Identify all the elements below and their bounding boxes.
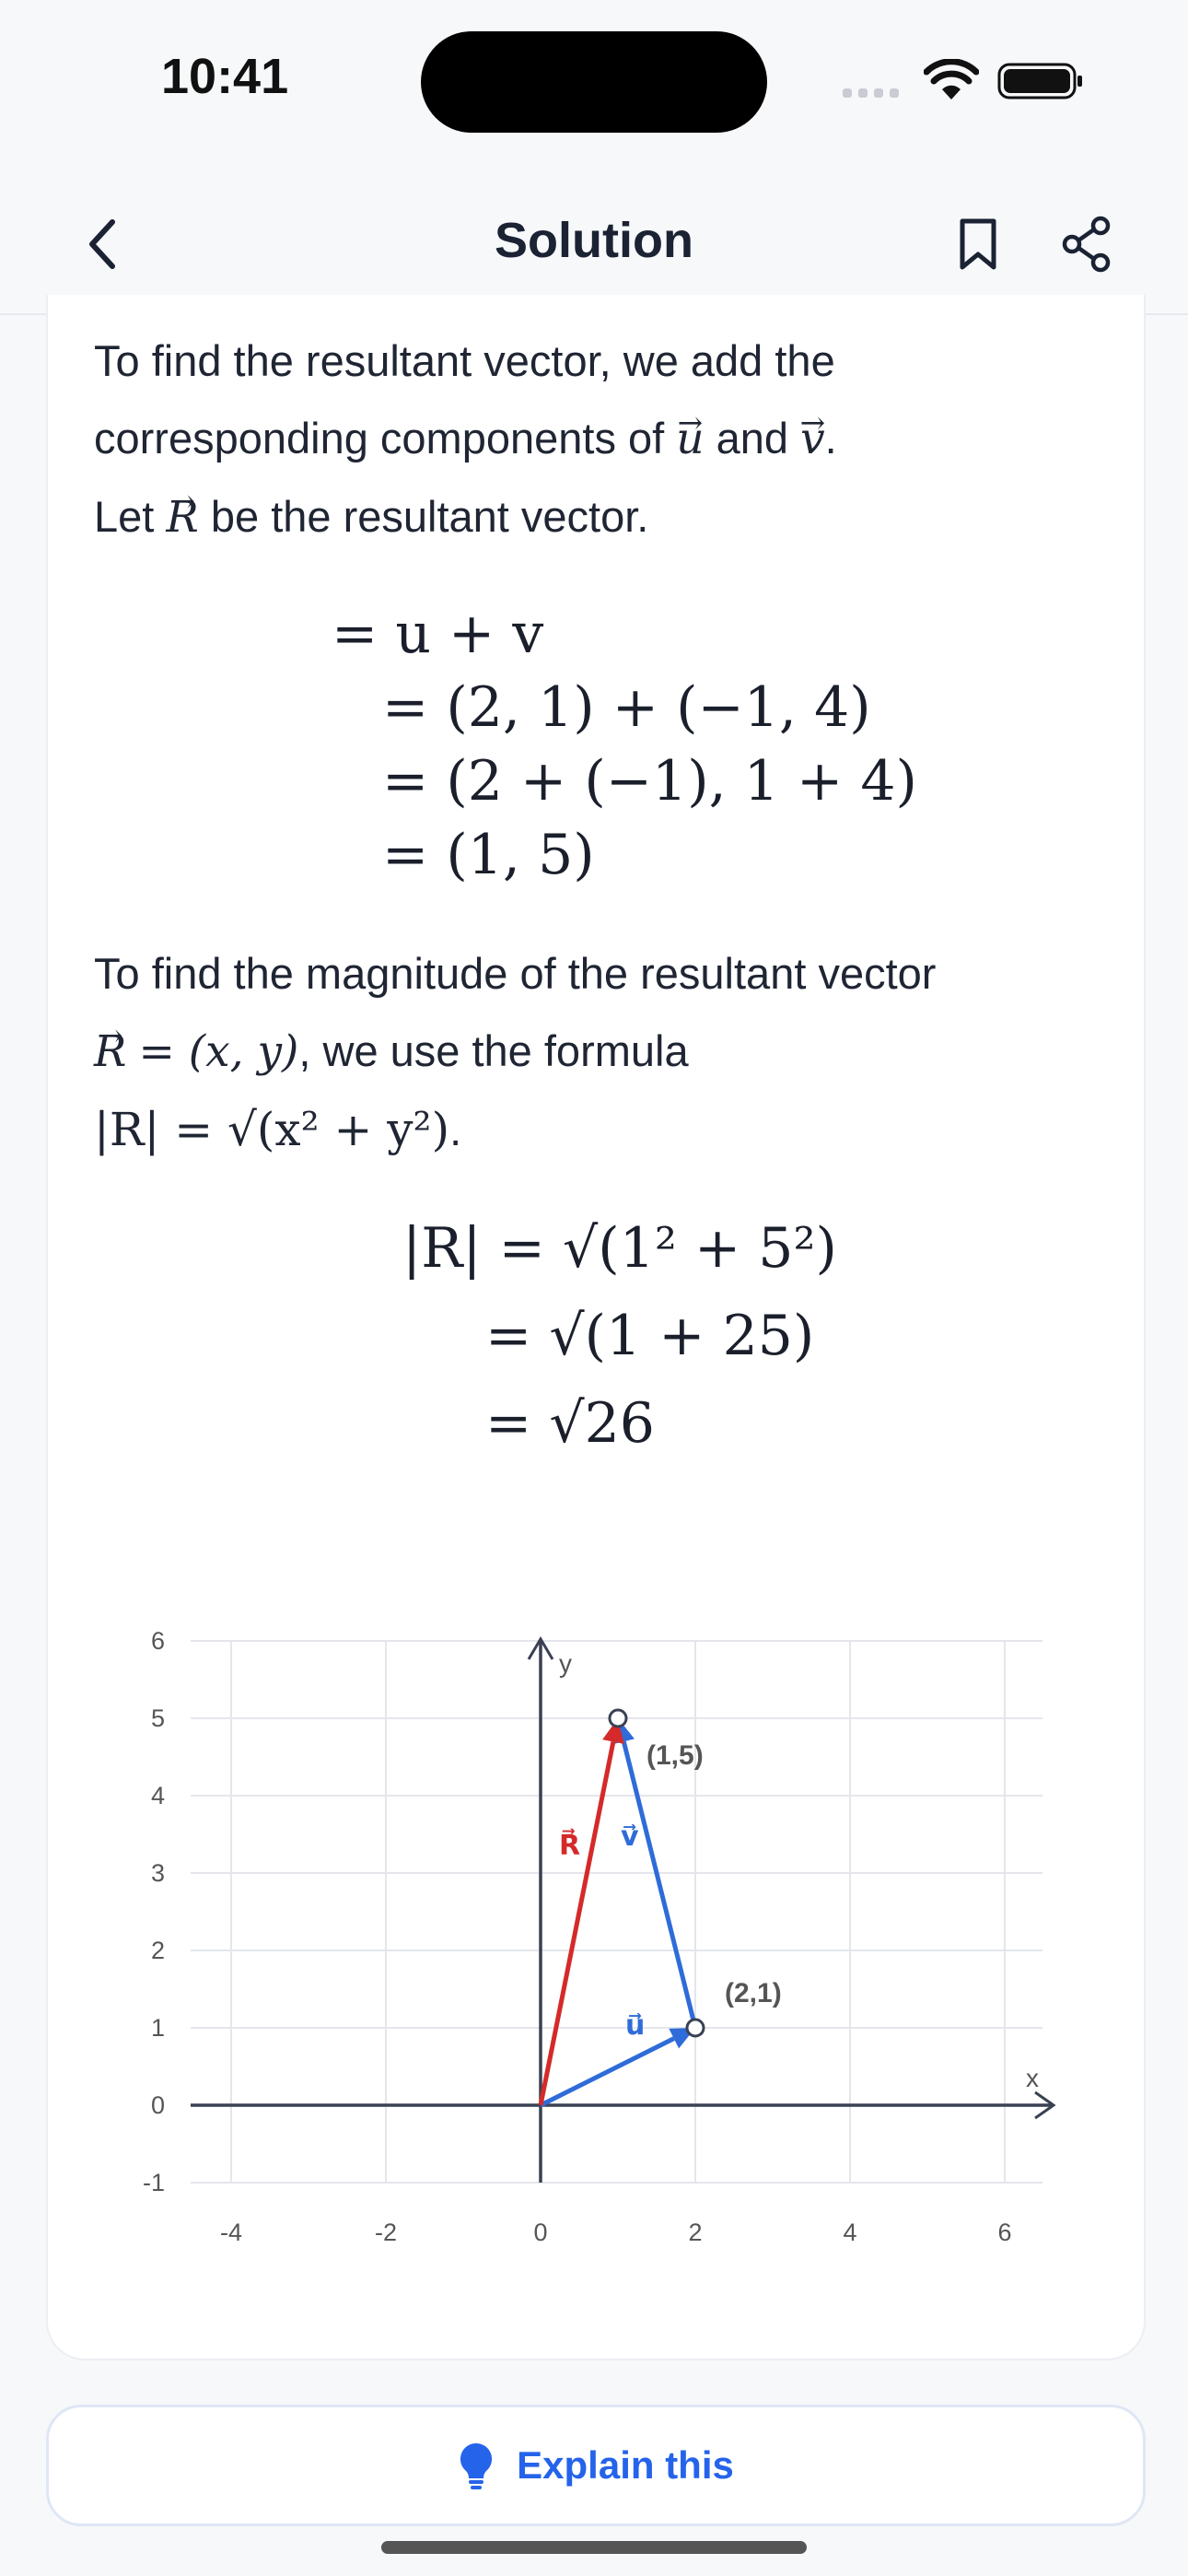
magnitude-line-b: = √(1 + 25) [485,1304,815,1368]
solution-card [46,295,1146,2360]
vector-r-symbol: → R [166,479,198,556]
x-tick-label: 6 [997,2219,1012,2246]
vector-chart [48,295,1144,2359]
cellular-signal-icon [843,86,907,99]
vector-r-symbol-2: → R [94,1013,126,1091]
sum-line-3: = (2 + (−1), 1 + 4) [382,749,917,814]
intro-paragraph: To find the resultant vector, we add the corresponding components of → u and → v. Let → R be the resultant vector. [94,322,1089,556]
vector-u-symbol: → u [676,401,704,478]
vector-v-symbol: → v [800,401,825,478]
explain-button[interactable] [46,2405,1146,2526]
bookmark-button[interactable] [949,212,1007,276]
x-tick-label: 0 [533,2219,548,2246]
x-tick-label: -2 [374,2219,398,2246]
home-indicator [381,2541,807,2554]
y-tick-label: 0 [150,2091,165,2119]
share-icon [1061,216,1112,273]
magnitude-formula: |R| = √(x² + y²) [94,1103,450,1156]
y-tick-label: 5 [150,1704,165,1732]
x-tick-label: -4 [219,2219,243,2246]
point-label: (2,1) [725,1978,782,2008]
point-label: (1,5) [646,1740,704,1771]
status-bar [0,0,1188,157]
vector-label: u⃗ [625,2010,646,2041]
x-tick-label: 4 [843,2219,857,2246]
intro-line-3a: Let [94,492,155,541]
sum-line-2: = (2, 1) + (−1, 4) [382,675,871,740]
vector-line [541,2039,674,2105]
magnitude-line-c: = √26 [485,1391,655,1456]
magnitude-paragraph: To find the magnitude of the resultant vector → R = (x, y), we use the formula |R| = √(x² + y²). [94,935,1089,1169]
magnitude-line-a: |R| = √(1² + 5²) [402,1216,837,1281]
intro-line-1: To find the resultant vector, we add the [94,336,835,385]
sum-line-4: = (1, 5) [382,823,595,887]
point-marker [610,1710,626,1727]
y-tick-label: 2 [150,1937,165,1964]
y-axis-label: y [559,1649,572,1678]
lightbulb-icon [458,2441,495,2489]
y-tick-label: 4 [150,1782,165,1809]
battery-icon [997,63,1084,100]
vector-label: v⃗ [621,1821,639,1852]
vector-label: R⃗ [559,1831,581,1861]
wifi-icon [924,59,979,101]
bookmark-icon [958,217,998,271]
magnitude-line-2: , we use the formula [298,1026,689,1075]
status-time: 10:41 [161,49,289,104]
intro-line-3b: be the resultant vector. [210,492,649,541]
page-title: Solution [495,213,693,268]
point-marker [687,2020,704,2036]
y-tick-label: 1 [150,2014,165,2042]
y-tick-label: -1 [142,2169,165,2196]
dynamic-island [421,31,767,133]
magnitude-xy: = (x, y) [138,1026,299,1077]
y-tick-label: 6 [150,1627,165,1655]
vector-line [623,1741,695,2028]
x-tick-label: 2 [688,2219,703,2246]
intro-line-2b: and [716,414,789,463]
magnitude-line-1: To find the magnitude of the resultant vector [94,949,937,998]
explain-label: Explain this [517,2443,734,2487]
intro-line-2a: corresponding components of [94,414,665,463]
y-tick-label: 3 [150,1859,165,1887]
sum-line-1: = u + v [332,602,544,666]
share-button[interactable] [1057,210,1116,278]
x-axis-label: x [1026,2064,1039,2092]
